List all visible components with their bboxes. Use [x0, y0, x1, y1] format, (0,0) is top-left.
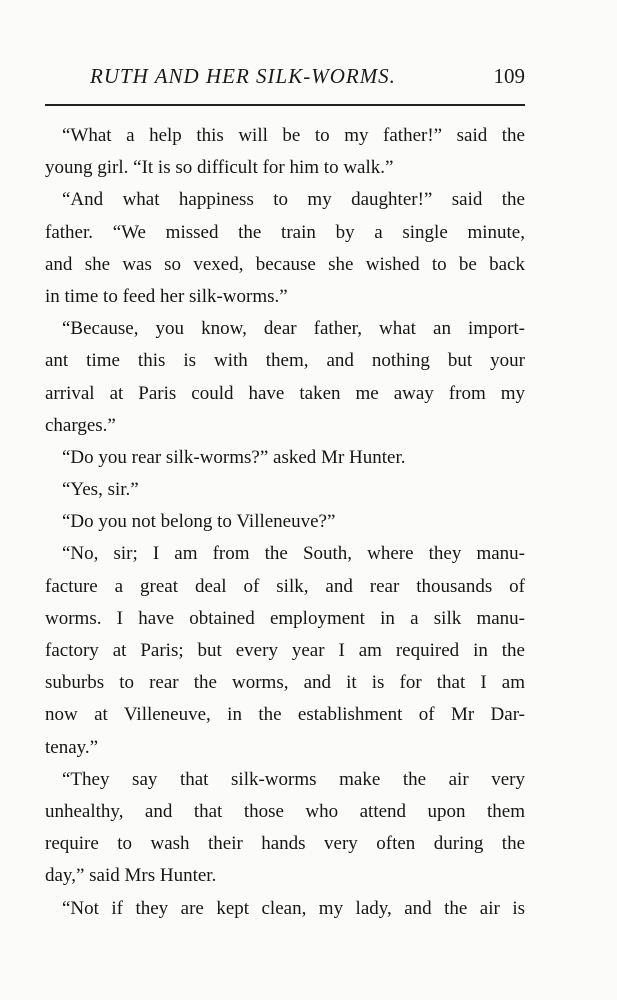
text-line: “Yes, sir.” [62, 479, 139, 501]
text-line: in time to feed her silk-worms.” [45, 285, 288, 307]
body-text [45, 120, 525, 925]
text-line: “Do you rear silk-worms?” asked Mr Hunter. [62, 446, 406, 468]
running-title: RUTH AND HER SILK-WORMS. [90, 64, 396, 88]
text-line: charges.” [45, 414, 116, 436]
text-line: facture a great deal of silk, and rear thousands of [45, 575, 525, 597]
text-line: require to wash their hands very often during the [45, 833, 525, 855]
text-line: father. “We missed the train by a single minute, [45, 221, 525, 243]
text-line: young girl. “It is so difficult for him to walk.” [45, 157, 394, 179]
header-rule [45, 104, 525, 106]
text-line: unhealthy, and that those who attend upon them [45, 800, 525, 822]
text-line: “Not if they are kept clean, my lady, and the air is [62, 897, 525, 919]
text-line: “They say that silk-worms make the air very [62, 768, 525, 790]
page-number: 109 [493, 64, 525, 88]
text-line: now at Villeneuve, in the establishment of Mr Dar- [45, 704, 525, 726]
text-line: “Because, you know, dear father, what an import- [62, 318, 525, 340]
text-line: arrival at Paris could have taken me away from my [45, 382, 525, 404]
text-line: ant time this is with them, and nothing but your [45, 350, 525, 372]
text-line: tenay.” [45, 736, 99, 758]
text-line: “And what happiness to my daughter!” said the [62, 189, 525, 211]
text-line: and she was so vexed, because she wished to be back [45, 253, 525, 275]
text-line: worms. I have obtained employment in a silk manu- [45, 607, 525, 629]
text-line: “No, sir; I am from the South, where they manu- [62, 543, 525, 565]
text-line: suburbs to rear the worms, and it is for that I am [45, 672, 525, 694]
text-line: “Do you not belong to Villeneuve?” [62, 511, 336, 533]
text-line: day,” said Mrs Hunter. [45, 865, 217, 887]
text-line: “What a help this will be to my father!” said the [62, 125, 525, 146]
running-head [45, 64, 525, 94]
text-line: factory at Paris; but every year I am required in the [45, 640, 525, 661]
